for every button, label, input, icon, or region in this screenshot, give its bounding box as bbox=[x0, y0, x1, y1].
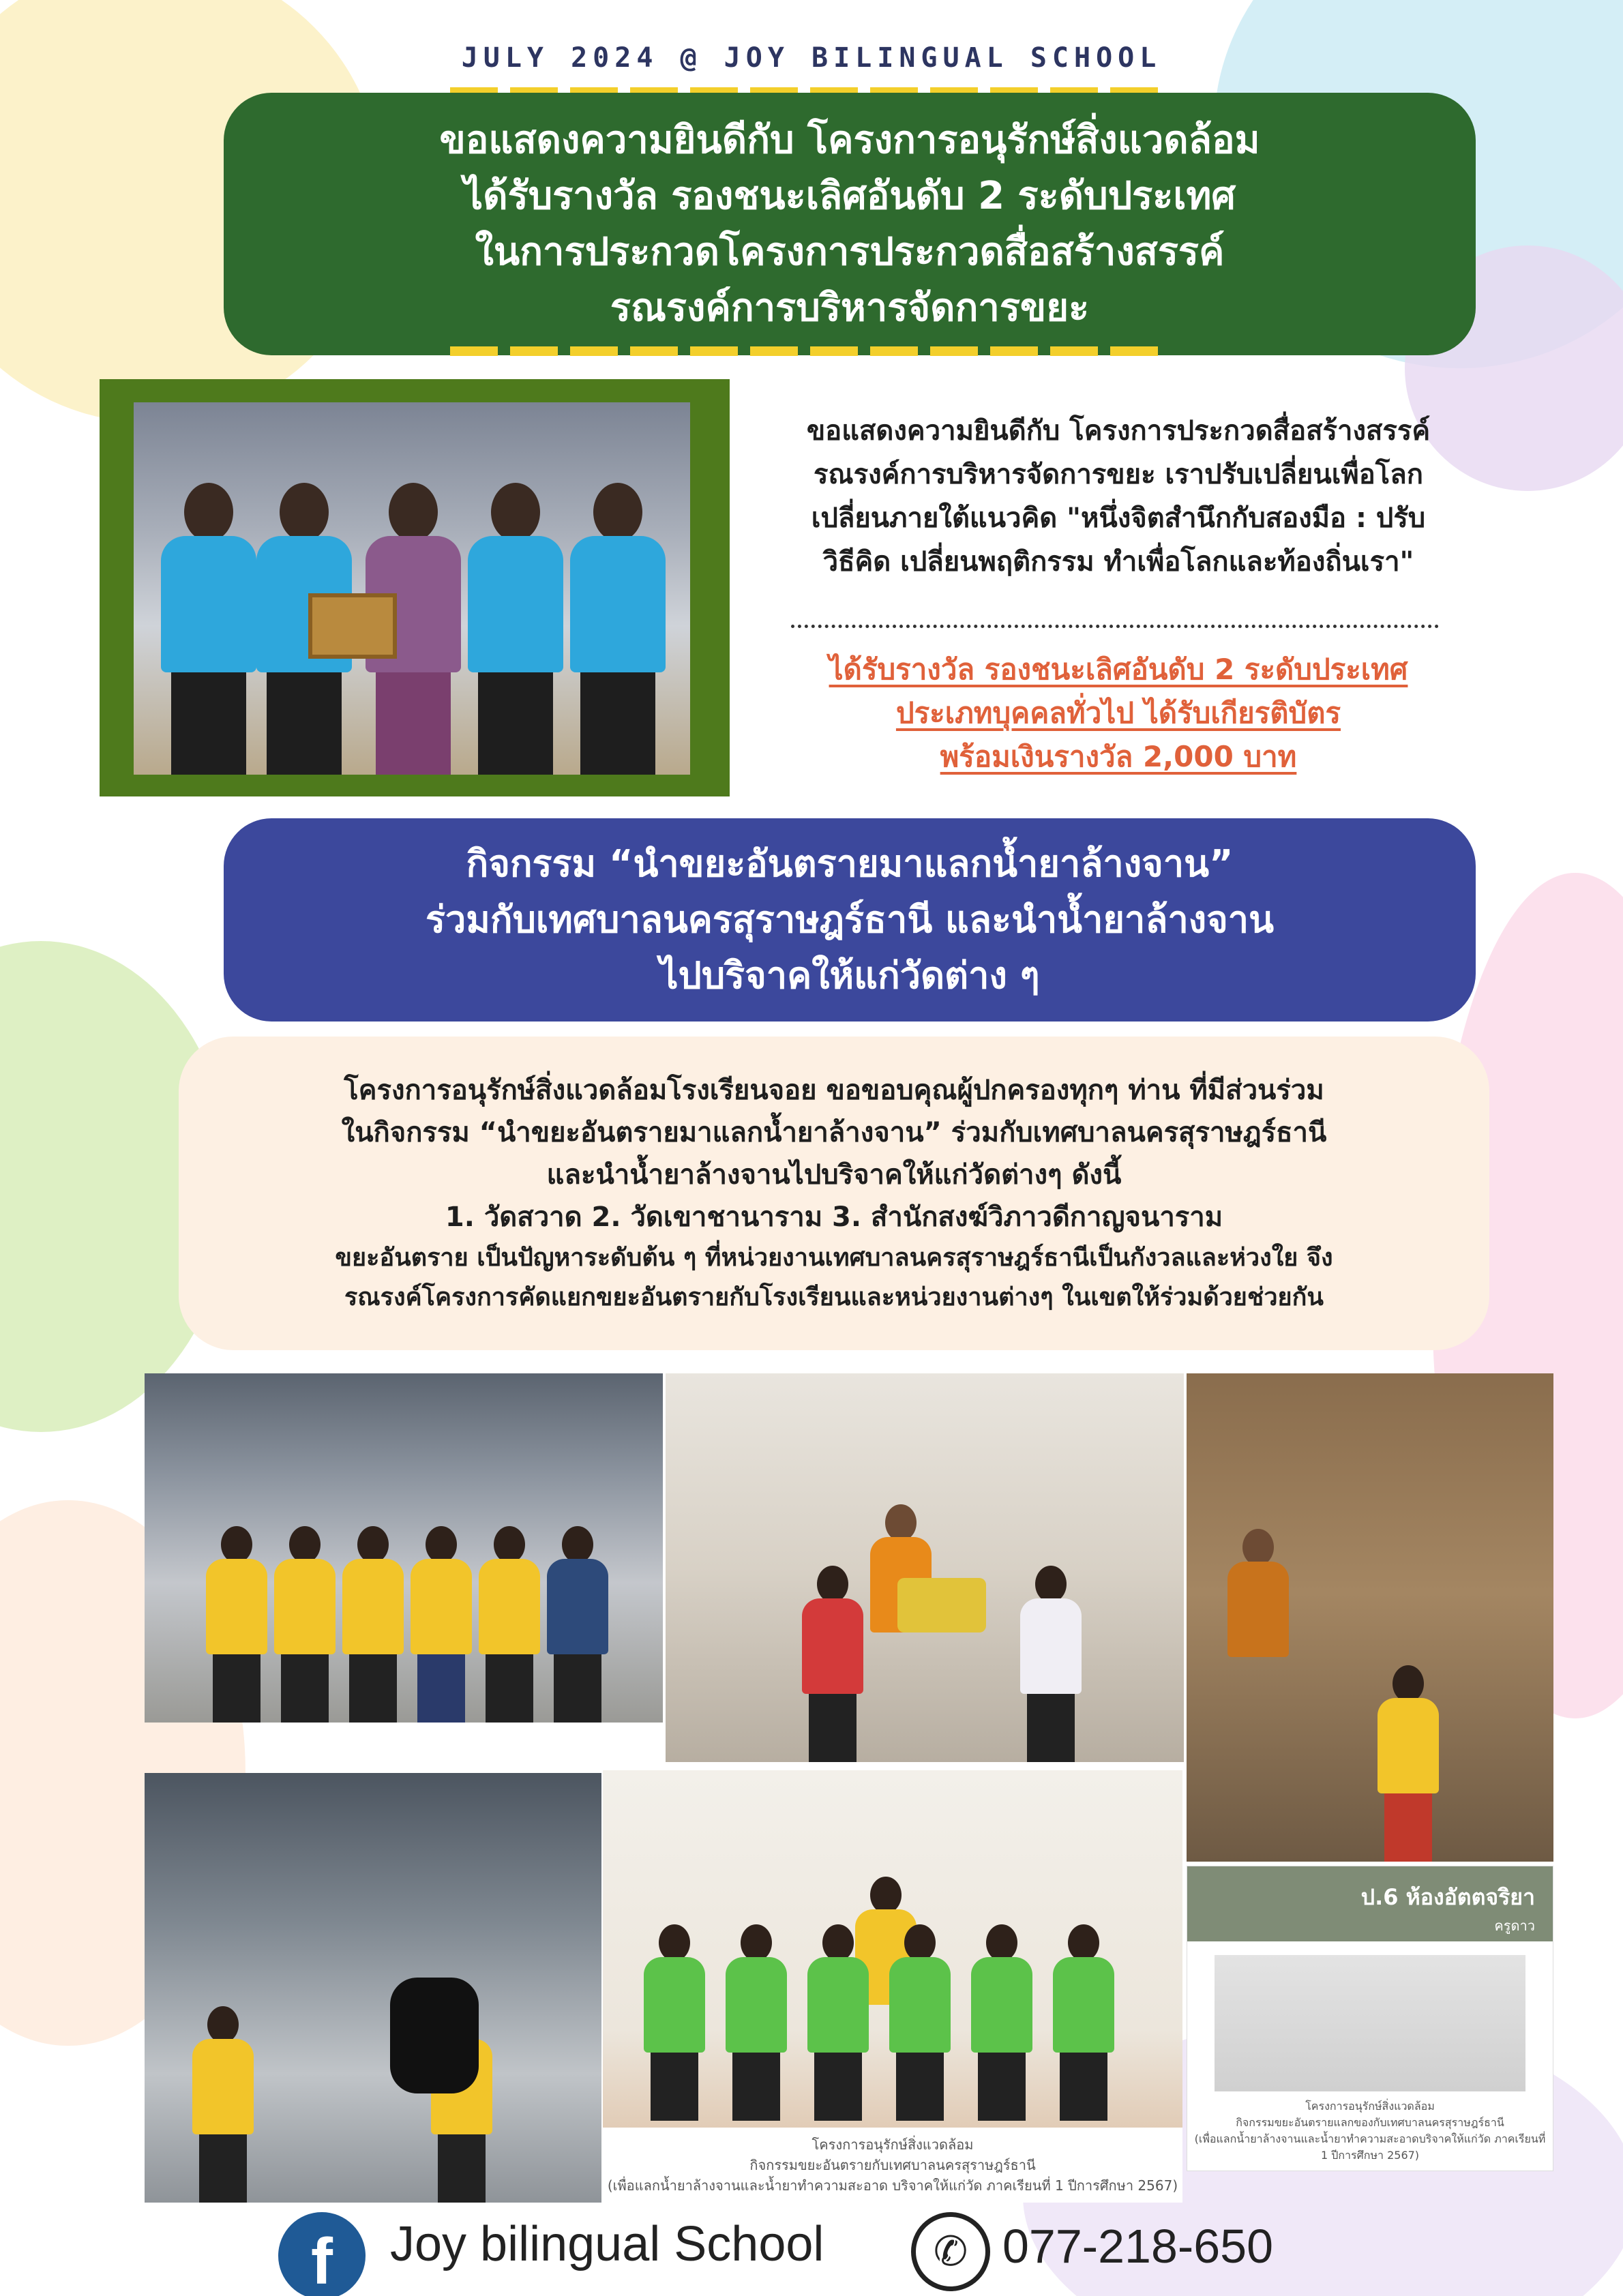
caption-line: โครงการอนุรักษ์สิ่งแวดล้อม bbox=[812, 2136, 974, 2153]
photo-person bbox=[570, 483, 666, 775]
facebook-page-link[interactable]: Joy bilingual School bbox=[390, 2217, 824, 2271]
activity-photo-monk-donation bbox=[666, 1373, 1184, 1762]
activity-photo-class-group bbox=[1187, 1866, 1553, 2171]
banner-green-line-3: ในการประกวดโครงการประกวดสื่อสร้างสรรค์ bbox=[475, 229, 1225, 274]
photo-caption bbox=[1187, 2091, 1553, 2171]
photo-person bbox=[161, 483, 256, 775]
info-small-line-2: รณรงค์โครงการคัดแยกขยะอันตรายกับโรงเรียนและหน่วยงานต่างๆ ในเขตให้ร่วมด้วยช่วยกัน bbox=[344, 1283, 1324, 1311]
banner-green-line-1: ขอแสดงความยินดีกับ โครงการอนุรักษ์สิ่งแวดล้อม bbox=[439, 117, 1260, 162]
activity-photo-carrying-bags bbox=[145, 1773, 601, 2203]
thank-you-info-box bbox=[179, 1037, 1489, 1350]
photo-person bbox=[468, 483, 563, 775]
info-line-3: และนำน้ำยาล้างจานไปบริจาคให้แก่วัดต่างๆ ดังนี้ bbox=[546, 1159, 1122, 1191]
banner-green-bottom-dashes bbox=[450, 346, 1158, 356]
class-group-image bbox=[1215, 1955, 1525, 2098]
info-line-4: 1. วัดสวาด 2. วัดเขาชานาราม 3. สำนักสงฆ์วิภาวดีกาญจนาราม bbox=[445, 1202, 1223, 1233]
caption-line: (เพื่อแลกน้ำยาล้างจานและน้ำยาทำความสะอาดบริจาคให้แก่วัด ภาคเรียนที่ 1 ปีการศึกษา 2567) bbox=[1194, 2132, 1546, 2162]
activity-photo-students bbox=[603, 1770, 1182, 2203]
phone-number[interactable]: 077-218-650 bbox=[1002, 2220, 1273, 2273]
congrats-line-2: รณรงค์การบริหารจัดการขยะ เราปรับเปลี่ยนเพื่อโลก bbox=[813, 459, 1423, 490]
dotted-divider bbox=[791, 625, 1439, 628]
caption-line: กิจกรรมขยะอันตรายแลกของกับเทศบาลนครสุราษฎร์ธานี bbox=[1236, 2116, 1504, 2129]
activity-photo-temple bbox=[1187, 1373, 1553, 1862]
banner-blue-line-2: ร่วมกับเทศบาลนครสุราษฎร์ธานี และนำน้ำยาล้างจาน bbox=[425, 898, 1275, 941]
congrats-line-3: เปลี่ยนภายใต้แนวคิด "หนึ่งจิตสำนึกกับสองมือ : ปรับ bbox=[811, 503, 1426, 534]
phone-icon[interactable]: ✆ bbox=[911, 2212, 990, 2291]
congratulations-text bbox=[750, 409, 1487, 584]
banner-blue-line-3: ไปบริจาคให้แก่วัดต่าง ๆ bbox=[659, 954, 1040, 997]
congrats-line-4: วิธีคิด เปลี่ยนพฤติกรรม ทำเพื่อโลกและท้องถิ่นเรา" bbox=[822, 546, 1414, 578]
caption-line: กิจกรรมขยะอันตรายกับเทศบาลนครสุราษฎร์ธานี bbox=[749, 2157, 1036, 2173]
activity-photo-teachers bbox=[145, 1373, 663, 1723]
banner-green-line-2: ได้รับรางวัล รองชนะเลิศอันดับ 2 ระดับประเทศ bbox=[464, 173, 1236, 218]
award-line-3: พร้อมเงินรางวัล 2,000 บาท bbox=[940, 740, 1297, 773]
award-line-1: ได้รับรางวัล รองชนะเลิศอันดับ 2 ระดับประเทศ bbox=[829, 653, 1408, 686]
award-line-2: ประเภทบุคคลทั่วไป ได้รับเกียรติบัตร bbox=[895, 696, 1341, 730]
photo-caption bbox=[603, 2128, 1182, 2203]
award-photo bbox=[134, 402, 690, 775]
certificate-frame bbox=[308, 593, 397, 659]
activity-banner bbox=[224, 818, 1476, 1022]
congrats-line-1: ขอแสดงความยินดีกับ โครงการประกวดสื่อสร้างสรรค์ bbox=[806, 415, 1431, 447]
banner-blue-line-1: กิจกรรม “นำขยะอันตรายมาแลกน้ำยาล้างจาน” bbox=[466, 842, 1234, 885]
info-small-line-1: ขยะอันตราย เป็นปัญหาระดับต้น ๆ ที่หน่วยงานเทศบาลนครสุราษฎร์ธานีเป็นกังวลและห่วงใย จึง bbox=[335, 1244, 1333, 1272]
info-line-1: โครงการอนุรักษ์สิ่งแวดล้อมโรงเรียนจอย ขอขอบคุณผู้ปกครองทุกๆ ท่าน ที่มีส่วนร่วม bbox=[344, 1075, 1324, 1106]
caption-line: (เพื่อแลกน้ำยาล้างจานและน้ำยาทำความสะอาด บริจาคให้แก่วัด ภาคเรียนที่ 1 ปีการศึกษา 2567) bbox=[607, 2177, 1178, 2194]
facebook-icon[interactable]: f bbox=[278, 2212, 366, 2296]
award-details-text bbox=[750, 648, 1487, 779]
dateline: JULY 2024 @ JOY BILINGUAL SCHOOL bbox=[461, 42, 1162, 74]
class-photo-header bbox=[1187, 1866, 1553, 1941]
banner-green-line-4: รณรงค์การบริหารจัดการขยะ bbox=[610, 285, 1090, 330]
caption-line: โครงการอนุรักษ์สิ่งแวดล้อม bbox=[1305, 2100, 1435, 2113]
class-photo-title: ป.6 ห้องอัตตจริยา bbox=[1360, 1884, 1535, 1910]
class-photo-teacher: ครูดาว bbox=[1494, 1918, 1535, 1934]
info-line-2: ในกิจกรรม “นำขยะอันตรายมาแลกน้ำยาล้างจาน” ร่วมกับเทศบาลนครสุราษฎร์ธานี bbox=[341, 1117, 1327, 1148]
award-announcement-banner bbox=[224, 93, 1476, 355]
